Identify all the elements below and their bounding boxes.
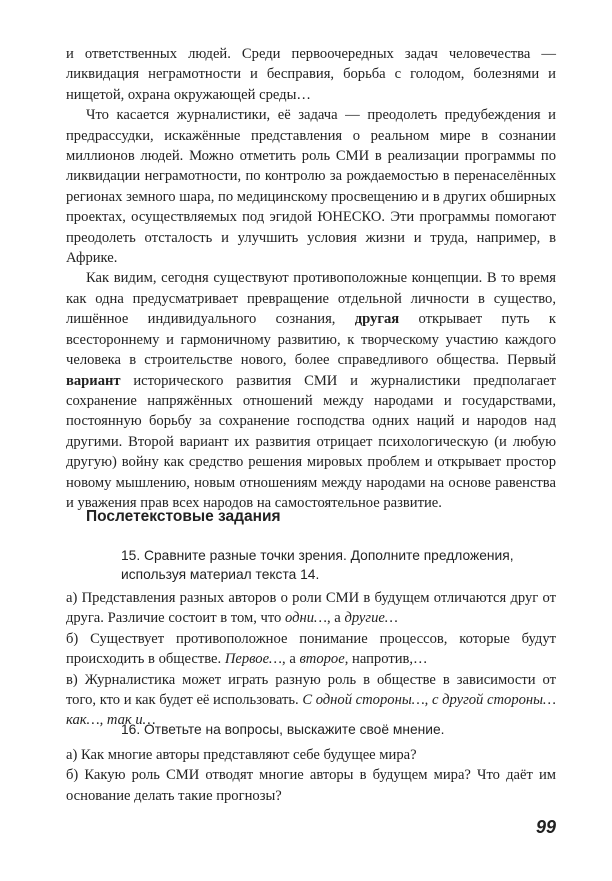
task-16-item-b: б) Какую роль СМИ отводят многие авторы в будущем мира? Что даёт им основание делать такие прогнозы? <box>66 767 556 804</box>
section-heading: Послетекстовые задания <box>86 508 281 525</box>
bold-word-variant: вариант <box>66 372 121 389</box>
task-15-item-b: б) Существует противоположное понимание процессов, которые будут происходить в обществе. Первое…, а второе, напротив,… <box>66 630 556 668</box>
task-15-item-a: а) Представления разных авторов о роли СМИ в будущем отличаются друг от друга. Различие состоит в том, что одни…, а другие… <box>66 590 556 627</box>
task-16-title: 16. Ответьте на вопросы, выскажите своё мнение. <box>121 722 445 737</box>
bold-word-drugaya: другая <box>354 311 400 328</box>
task-15-item-c: в) Журналистика может играть разную роль в обществе в зависимости от того, кто и как будет её использовать. С одной стороны…, с другой стороны… как…, так и… <box>66 671 557 729</box>
page-number: 99 <box>535 817 556 837</box>
task-15-items <box>66 588 556 731</box>
main-text <box>66 44 556 513</box>
paragraph-3: Как видим, сегодня существуют противоположные концепции. В то время как одна предусматривает превращение отдельной личности в существо, лишённое индивидуального сознания, другая открывает путь к всестороннему и гармоничному развитию, к творческому участию каждого человека в строительстве нового, более справедливого общества. Первый вариант исторического развития СМИ и журналистики предполагает сохранение напряжённых отношений между народами и государствами, постоянную борьбу за сохранение господства одних наций и народов над другими. Второй вариант их развития отрицает психологическую (и любую другую) войну как средство решения мировых проблем и открывает простор новому мышлению, новым отношениям между народами на основе равенства и уважения прав всех народов на самостоятельное развитие. <box>66 270 556 511</box>
task-15-title: 15. Сравните разные точки зрения. Дополните предложения, используя материал текста 14. <box>121 548 514 582</box>
task-16-items <box>66 745 556 806</box>
paragraph-2: Что касается журналистики, её задача — преодолеть предубеждения и предрассудки, искажённые представления о реальном мире в сознании миллионов людей. Можно отметить роль СМИ в реализации программы по ликвидации неграмотности, по контролю за рождаемостью в перенаселённых регионах земного шара, по медицинскому просвещению и в других обширных проектах, осуществляемых под эгидой ЮНЕСКО. Эти программы помогают преодолеть отсталость и улучшить условия жизни и труда, например, в Африке. <box>66 107 556 267</box>
task-16-item-a: а) Как многие авторы представляют себе будущее мира? <box>66 747 417 763</box>
paragraph-1: и ответственных людей. Среди первоочередных задач человечества — ликвидация неграмотности и бесправия, борьба с голодом, болезнями и нищетой, охрана окружающей среды… <box>66 46 556 103</box>
